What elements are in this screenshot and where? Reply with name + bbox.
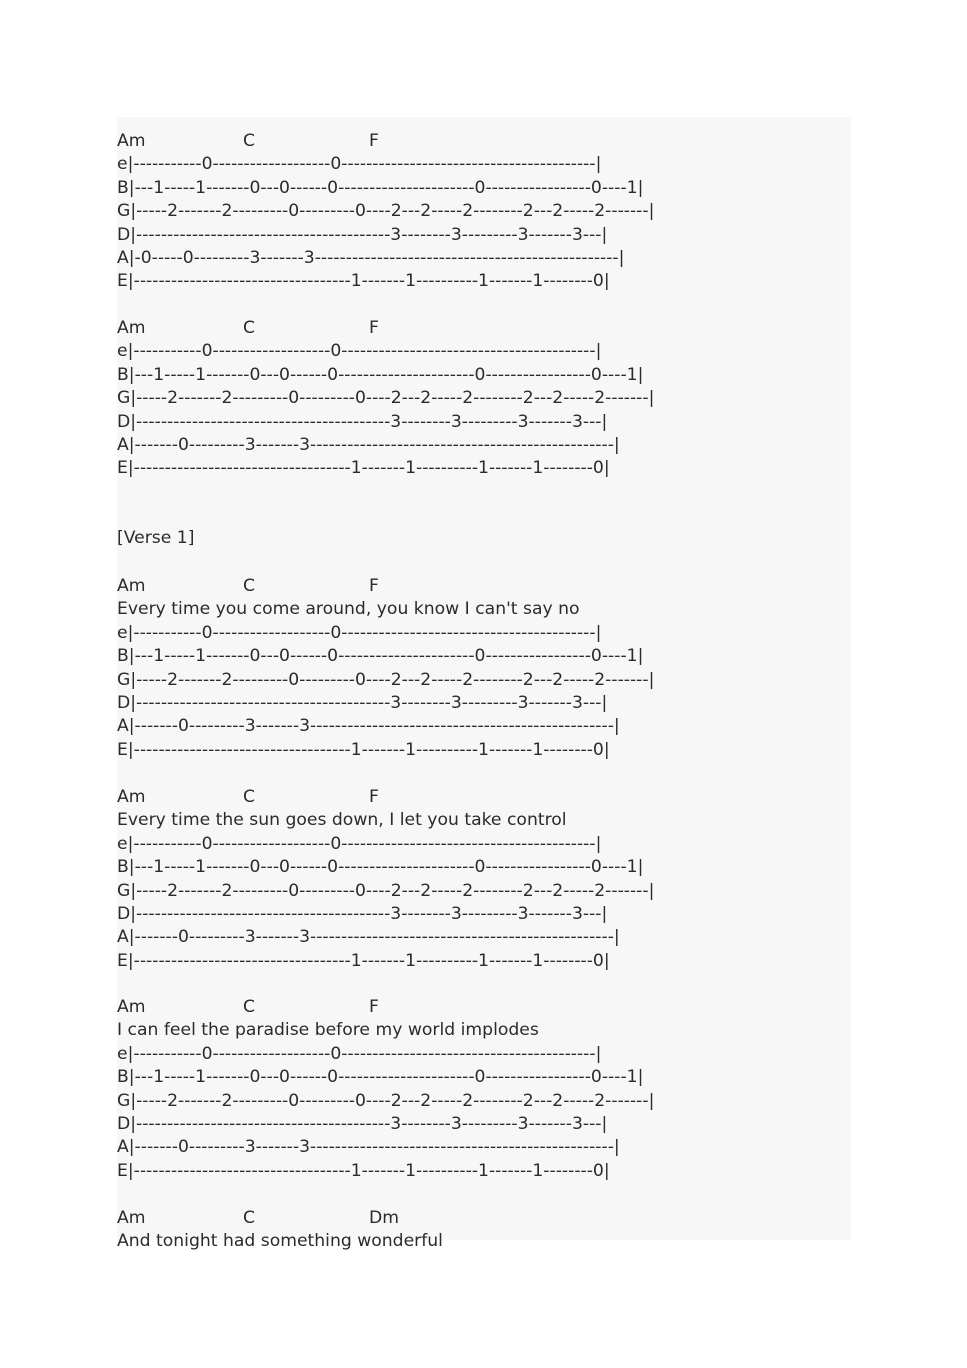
chord-name: C — [243, 787, 256, 807]
chord-name: Am — [117, 1208, 146, 1228]
chord-name: Am — [117, 787, 146, 807]
tab-string-line: G|-----2-------2---------0---------0----2---2-----2--------2---2-----2-------| — [117, 1090, 655, 1111]
chord-name: C — [243, 997, 256, 1017]
tab-string-line: D|-----------------------------------------3--------3---------3-------3---| — [117, 904, 608, 924]
tab-string-line: A|-0-----0---------3-------3-------------------------------------------------| — [117, 248, 625, 268]
tab-string-line: E|-----------------------------------1-------1----------1-------1--------0| — [117, 1160, 610, 1181]
chord-name: C — [243, 1208, 256, 1228]
chord-row — [117, 1206, 817, 1230]
chord-name: Am — [117, 576, 146, 596]
chord-name: Am — [117, 318, 146, 338]
tab-string-line: B|---1-----1-------0---0------0----------------------0-----------------0----1| — [117, 1067, 644, 1088]
tab-string-line: e|-----------0-------------------0-----------------------------------------| — [117, 1043, 602, 1064]
tab-string-line: e|-----------0-------------------0-----------------------------------------| — [117, 154, 602, 175]
tab-string-line: D|-----------------------------------------3--------3---------3-------3---| — [117, 693, 608, 713]
tab-string-line: A|-------0---------3-------3-------------------------------------------------| — [117, 1137, 620, 1158]
tab-string-line: B|---1-----1-------0---0------0----------------------0-----------------0----1| — [117, 364, 644, 385]
tab-string-line: G|-----2-------2---------0---------0----2---2-----2--------2---2-----2-------| — [117, 201, 655, 222]
chord-row — [117, 574, 817, 598]
tab-string-line: E|-----------------------------------1-------1----------1-------1--------0| — [117, 739, 610, 760]
tab-string-line: B|---1-----1-------0---0------0----------------------0-----------------0----1| — [117, 857, 644, 878]
tab-string-line: E|-----------------------------------1-------1----------1-------1--------0| — [117, 458, 610, 479]
chord-name: F — [369, 131, 379, 151]
tab-string-line: D|-----------------------------------------3--------3---------3-------3---| — [117, 1114, 608, 1134]
tab-string-line: A|-------0---------3-------3-------------------------------------------------| — [117, 927, 620, 948]
chord-row — [117, 316, 817, 340]
tab-string-line: G|-----2-------2---------0---------0----2---2-----2--------2---2-----2-------| — [117, 669, 655, 690]
chord-name: F — [369, 318, 379, 338]
chord-name: C — [243, 131, 256, 151]
tab-string-line: E|-----------------------------------1-------1----------1-------1--------0| — [117, 271, 610, 292]
tab-string-line: B|---1-----1-------0---0------0----------------------0-----------------0----1| — [117, 177, 644, 198]
tab-string-line: G|-----2-------2---------0---------0----2---2-----2--------2---2-----2-------| — [117, 388, 655, 409]
tab-string-line: A|-------0---------3-------3-------------------------------------------------| — [117, 716, 620, 737]
tab-string-line: G|-----2-------2---------0---------0----2---2-----2--------2---2-----2-------| — [117, 880, 655, 901]
chord-name: Am — [117, 997, 146, 1017]
chord-name: Am — [117, 131, 146, 151]
lyric-line: Every time you come around, you know I can't say no — [117, 599, 580, 620]
tab-string-line: E|-----------------------------------1-------1----------1-------1--------0| — [117, 950, 610, 971]
chord-row — [117, 995, 817, 1019]
tab-string-line: D|-----------------------------------------3--------3---------3-------3---| — [117, 411, 608, 432]
chord-name: F — [369, 997, 379, 1017]
chord-name: F — [369, 787, 379, 807]
tab-string-line: e|-----------0-------------------0-----------------------------------------| — [117, 622, 602, 643]
tab-string-line: e|-----------0-------------------0-----------------------------------------| — [117, 341, 602, 362]
tab-string-line: A|-------0---------3-------3-------------------------------------------------| — [117, 435, 620, 455]
chord-name: C — [243, 576, 256, 596]
tab-string-line: D|-----------------------------------------3--------3---------3-------3---| — [117, 224, 608, 245]
section-heading: [Verse 1] — [117, 528, 195, 548]
tab-string-line: B|---1-----1-------0---0------0----------------------0-----------------0----1| — [117, 646, 644, 667]
chord-row — [117, 129, 817, 153]
chord-name: C — [243, 318, 256, 338]
tab-string-line: e|-----------0-------------------0-----------------------------------------| — [117, 833, 602, 854]
lyric-line: And tonight had something wonderful — [117, 1231, 443, 1252]
lyric-line: Every time the sun goes down, I let you take control — [117, 810, 567, 831]
chord-name: Dm — [369, 1208, 399, 1228]
lyric-line: I can feel the paradise before my world implodes — [117, 1020, 539, 1041]
chord-name: F — [369, 576, 379, 596]
chord-row — [117, 785, 817, 809]
